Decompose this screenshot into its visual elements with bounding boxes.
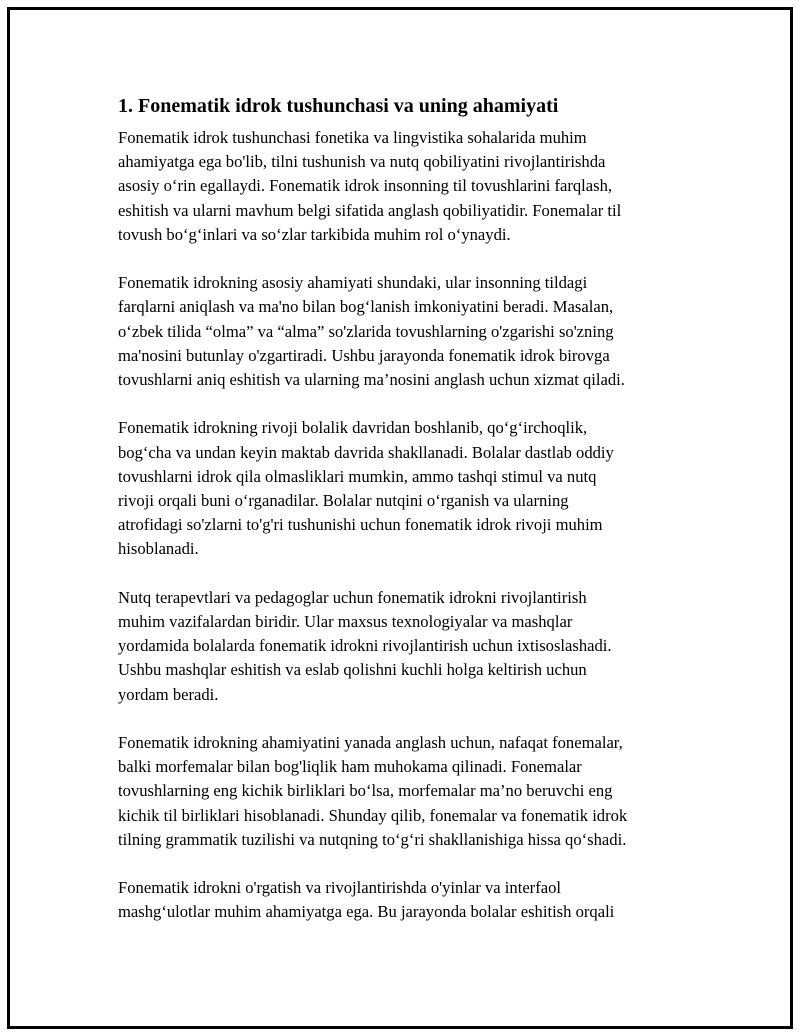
paragraph-1 [118,126,688,247]
paragraph-line: kichik til birliklari hisoblanadi. Shunday qilib, fonemalar va fonematik idrok [118,805,628,825]
paragraph-line: balki morfemalar bilan bog'liqlik ham muhokama qilinadi. Fonemalar [118,757,582,777]
paragraph-line: o‘zbek tilida “olma” va “alma” so'zlarida tovushlarning o'zgarishi so'zning [118,321,614,341]
paragraph-line: farqlarni aniqlash va ma'no bilan bog‘lanish imkoniyatini beradi. Masalan, [118,297,614,317]
paragraph-line: Fonematik idrok tushunchasi fonetika va lingvistika sohalarida muhim [118,128,587,147]
paragraph-3 [118,416,688,561]
paragraph-line: ahamiyatga ega bo'lib, tilni tushunish va nutq qobiliyatini rivojlantirishda [118,152,606,172]
paragraph-line: rivoji orqali buni o‘rganadilar. Bolalar nutqini o‘rganish va ularning [118,491,569,511]
paragraph-line: Fonematik idrokni o'rgatish va rivojlantirishda o'yinlar va interfaol [118,878,562,898]
paragraph-line: ma'nosini butunlay o'zgartiradi. Ushbu jarayonda fonematik idrok birovga [118,345,610,365]
paragraph-line: tovush bo‘g‘inlari va so‘zlar tarkibida muhim rol o‘ynaydi. [118,224,511,244]
paragraph-line: bog‘cha va undan keyin maktab davrida shakllanadi. Bolalar dastlab oddiy [118,442,614,462]
paragraph-line: Fonematik idrokning asosiy ahamiyati shundaki, ular insonning tildagi [118,273,588,293]
paragraph-line: asosiy o‘rin egallaydi. Fonematik idrok insonning til tovushlarini farqlash, [118,176,613,196]
paragraph-5 [118,731,688,852]
document-body [118,93,688,949]
paragraph-line: Fonematik idrokning ahamiyatini yanada anglash uchun, nafaqat fonemalar, [118,733,623,753]
paragraph-line: yordamida bolalarda fonematik idrokni rivojlantirish uchun ixtisoslashadi. [118,636,612,656]
paragraph-6 [118,876,688,924]
paragraph-4 [118,586,688,707]
paragraph-line: tovushlarni idrok qila olmasliklari mumkin, ammo tashqi stimul va nutq [118,466,597,486]
paragraph-line: atrofidagi so'zlarni to'g'ri tushunishi uchun fonematik idrok rivoji muhim [118,515,603,535]
paragraph-line: hisoblanadi. [118,539,199,559]
paragraph-line: tovushlarni aniq eshitish va ularning ma’nosini anglash uchun xizmat qiladi. [118,370,625,390]
paragraph-line: Nutq terapevtlari va pedagoglar uchun fonematik idrokni rivojlantirish [118,587,587,607]
paragraph-line: yordam beradi. [118,684,219,704]
paragraph-line: tilning grammatik tuzilishi va nutqning to‘g‘ri shakllanishiga hissa qo‘shadi. [118,829,627,849]
section-heading: 1. Fonematik idrok tushunchasi va uning ahamiyati [118,95,559,117]
paragraph-line: Ushbu mashqlar eshitish va eslab qolishni kuchli holga keltirish uchun [118,660,587,680]
paragraph-line: eshitish va ularni mavhum belgi sifatida anglash qobiliyatidir. Fonemalar til [118,200,622,220]
paragraph-line: muhim vazifalardan biridir. Ular maxsus texnologiyalar va mashqlar [118,612,573,632]
paragraph-line: mashg‘ulotlar muhim ahamiyatga ega. Bu jarayonda bolalar eshitish orqali [118,902,615,922]
paragraph-line: Fonematik idrokning rivoji bolalik davridan boshlanib, qo‘g‘irchoqlik, [118,418,588,438]
paragraph-2 [118,271,688,392]
paragraph-line: tovushlarning eng kichik birliklari bo‘lsa, morfemalar ma’no beruvchi eng [118,781,613,801]
